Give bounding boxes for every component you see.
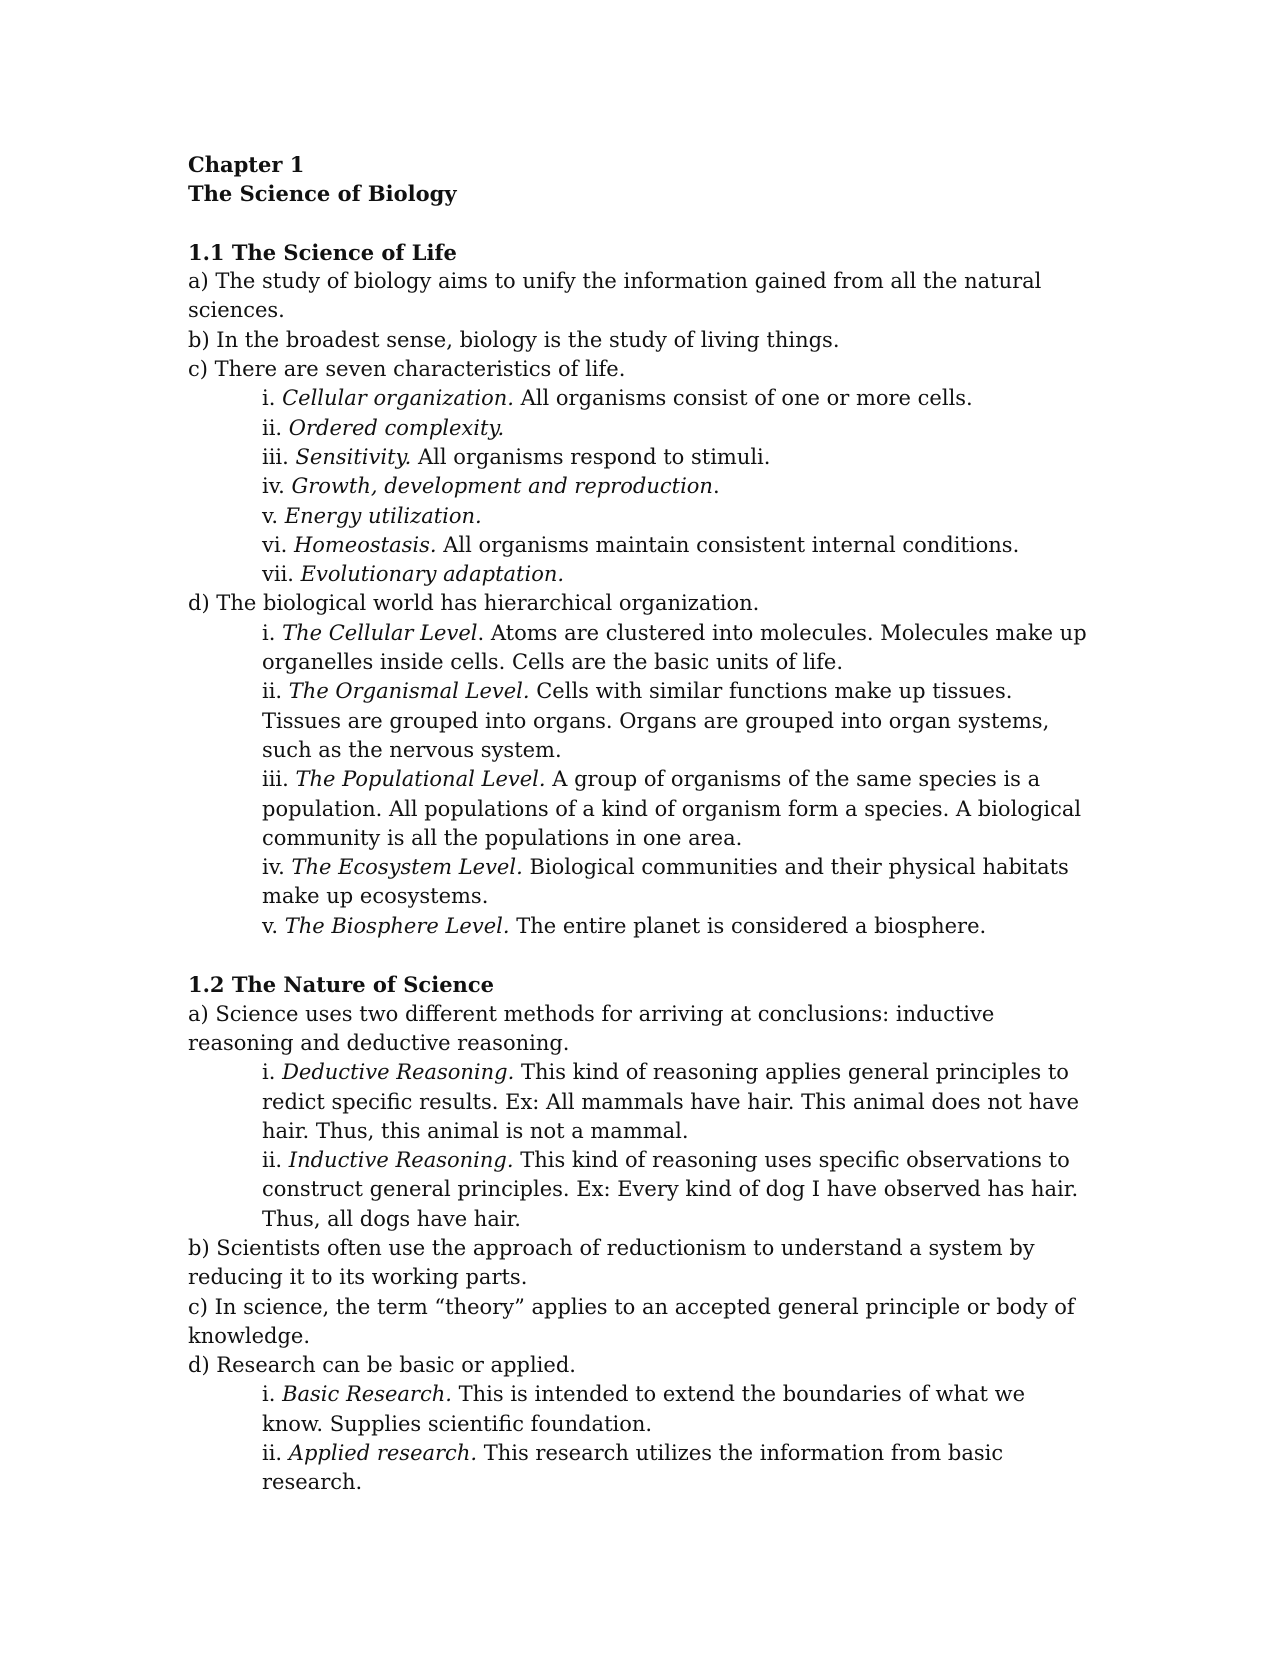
- point-c: c) In science, the term “theory” applies to an accepted general principle or body of knowledge.: [188, 1294, 1075, 1348]
- list-item: vi. Homeostasis. All organisms maintain consistent internal conditions.: [262, 532, 1020, 557]
- section-heading-1-1: 1.1 The Science of Life: [188, 239, 457, 265]
- spacer: [188, 941, 1088, 970]
- list-item: ii. Applied research. This research utilizes the information from basic research.: [262, 1441, 1004, 1495]
- spacer: [188, 209, 1088, 238]
- list-item: i. The Cellular Level. Atoms are clustered into molecules. Molecules make up organelles inside cells. Cells are the basic units of life.: [262, 620, 1087, 675]
- document-page: [188, 150, 1088, 1498]
- chapter-label: Chapter 1: [188, 152, 305, 177]
- section-heading-1-2: 1.2 The Nature of Science: [188, 972, 494, 998]
- list-item: iv. The Ecosystem Level. Biological communities and their physical habitats make up ecosystems.: [262, 855, 1069, 909]
- point-b: b) In the broadest sense, biology is the study of living things.: [188, 327, 840, 352]
- point-a: a) The study of biology aims to unify the information gained from all the natural sciences.: [188, 269, 1042, 323]
- list-item: vii. Evolutionary adaptation.: [262, 562, 565, 587]
- list-item: i. Basic Research. This is intended to extend the boundaries of what we know. Supplies scientific foundation.: [262, 1382, 1026, 1436]
- chapter-title: The Science of Biology: [188, 181, 457, 207]
- point-d: d) The biological world has hierarchical organization.: [188, 591, 760, 616]
- point-c: c) There are seven characteristics of life.: [188, 357, 626, 382]
- point-d: d) Research can be basic or applied.: [188, 1353, 576, 1378]
- list-item: v. The Biosphere Level. The entire planet is considered a biosphere.: [262, 913, 987, 938]
- list-item: iv. Growth, development and reproduction.: [262, 474, 720, 499]
- list-item: ii. The Organismal Level. Cells with similar functions make up tissues. Tissues are grouped into organs. Organs are grouped into organ systems, such as the nervous system.: [262, 679, 1050, 762]
- list-item: i. Cellular organization. All organisms consist of one or more cells.: [262, 386, 973, 411]
- list-item: ii. Ordered complexity.: [262, 415, 505, 440]
- list-item: i. Deductive Reasoning. This kind of reasoning applies general principles to redict specific results. Ex: All mammals have hair. This animal does not have hair. Thus, this animal is not a mammal.: [262, 1060, 1079, 1143]
- list-item: iii. The Populational Level. A group of organisms of the same species is a population. All populations of a kind of organism form a species. A biological community is all the populations in one area.: [262, 767, 1082, 850]
- list-item: ii. Inductive Reasoning. This kind of reasoning uses specific observations to construct general principles. Ex: Every kind of dog I have observed has hair. Thus, all dogs have hair.: [262, 1148, 1079, 1231]
- point-a: a) Science uses two different methods for arriving at conclusions: inductive reasoning and deductive reasoning.: [188, 1001, 995, 1055]
- list-item: iii. Sensitivity. All organisms respond to stimuli.: [262, 444, 771, 469]
- list-item: v. Energy utilization.: [262, 503, 482, 528]
- point-b: b) Scientists often use the approach of reductionism to understand a system by reducing it to its working parts.: [188, 1235, 1035, 1290]
